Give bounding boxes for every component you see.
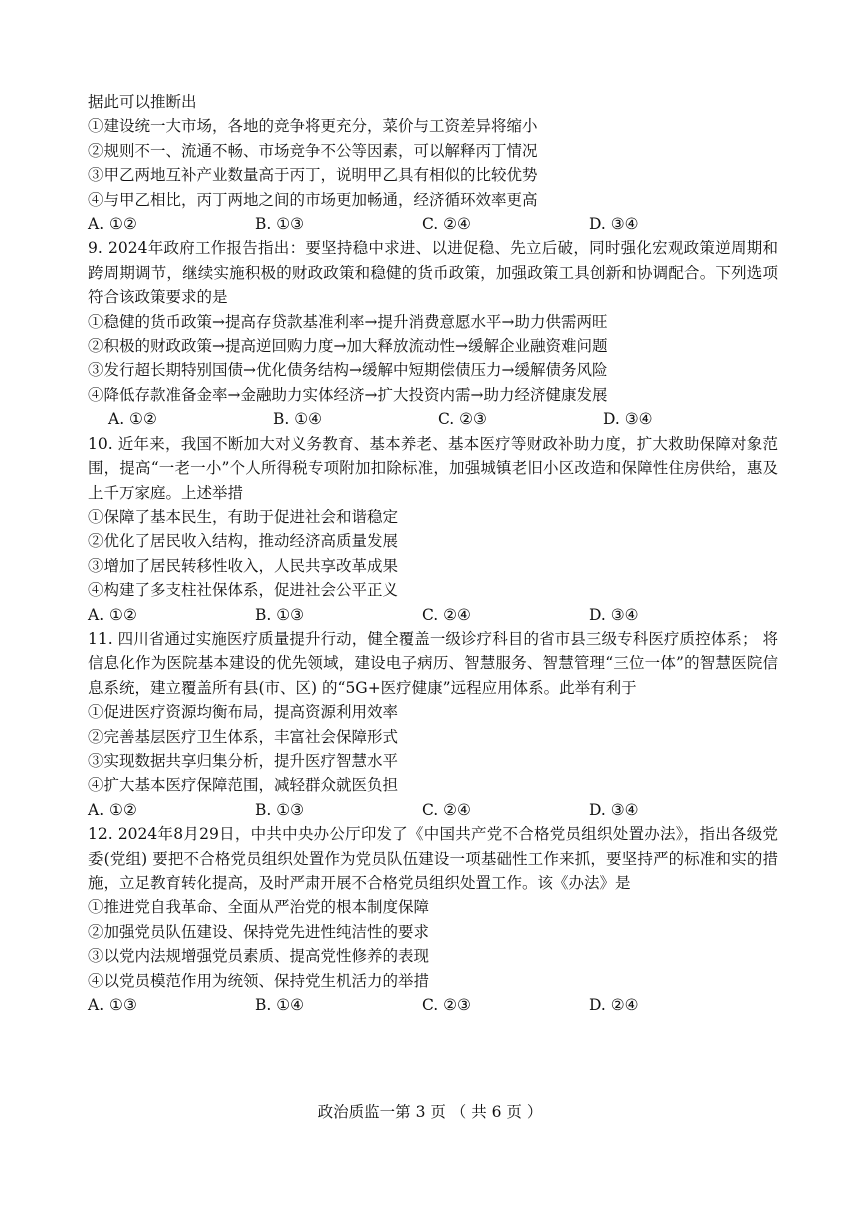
statement-4: ④降低存款准备金率→金融助力实体经济→扩大投资内需→助力经济健康发展 bbox=[88, 385, 608, 404]
option-a: A. ①② bbox=[88, 215, 137, 234]
statement-1: ①推进党自我革命、全面从严治党的根本制度保障 bbox=[88, 898, 430, 917]
option-a: A. ①② bbox=[108, 410, 157, 429]
statement-3: ③实现数据共享归集分析，提升医疗智慧水平 bbox=[88, 751, 399, 770]
statement-1: ①稳健的货币政策→提高存贷款基准利率→提升消费意愿水平→助力供需两旺 bbox=[88, 312, 608, 331]
page-footer: 政治质监一第 3 页 （ 共 6 页 ） bbox=[317, 1103, 543, 1121]
statement-4: ④扩大基本医疗保障范围，减轻群众就医负担 bbox=[88, 776, 399, 795]
question-9 bbox=[88, 236, 778, 431]
answer-options bbox=[88, 798, 778, 822]
option-a: A. ①② bbox=[88, 800, 137, 819]
statement-3: ③发行超长期特别国债→优化债务结构→缓解中短期偿债压力→缓解债务风险 bbox=[88, 361, 608, 380]
statement-4: ④与甲乙相比，丙丁两地之间的市场更加畅通，经济循环效率更高 bbox=[88, 190, 538, 209]
statement-3: ③增加了居民转移性收入，人民共享改革成果 bbox=[88, 556, 399, 575]
statement-1: ①建设统一大市场，各地的竞争将更充分，菜价与工资差异将缩小 bbox=[88, 117, 538, 136]
option-d: D. ③④ bbox=[589, 800, 639, 819]
option-d: D. ③④ bbox=[589, 215, 639, 234]
question-lead: 据此可以推断出 bbox=[88, 93, 197, 111]
answer-options bbox=[88, 993, 778, 1017]
question-10 bbox=[88, 432, 778, 627]
question-8 bbox=[88, 90, 778, 236]
answer-options bbox=[88, 212, 778, 236]
statement-2: ②规则不一、流通不畅、市场竞争不公等因素，可以解释丙丁情况 bbox=[88, 141, 538, 160]
option-b: B. ①④ bbox=[273, 410, 323, 429]
question-11 bbox=[88, 627, 778, 822]
question-12 bbox=[88, 822, 778, 1017]
question-stem: 10. 近年来，我国不断加大对义务教育、基本养老、基本医疗等财政补助力度，扩大救助保障对象范围，提高“一老一小”个人所得税专项附加扣除标准，加强城镇老旧小区改造和保障性住房供给，惠及上千万家庭。上述举措 bbox=[88, 434, 778, 502]
option-d: D. ③④ bbox=[603, 410, 653, 429]
question-stem: 9. 2024年政府工作报告指出：要坚持稳中求进、以进促稳、先立后破，同时强化宏观政策逆周期和跨周期调节，继续实施积极的财政政策和稳健的货币政策，加强政策工具创新和协调配合。下列选项符合该政策要求的是 bbox=[88, 239, 778, 307]
question-stem: 12. 2024年8月29日，中共中央办公厅印发了《中国共产党不合格党员组织处置办法》，指出各级党委(党组) 要把不合格党员组织处置作为党员队伍建设一项基础性工作来抓，要坚持严的标准和实的措施，立足教育转化提高，及时严肃开展不合格党员组织处置工作。该《办法》是 bbox=[88, 825, 778, 892]
option-c: C. ②③ bbox=[422, 996, 471, 1015]
statement-1: ①促进医疗资源均衡布局，提高资源利用效率 bbox=[88, 703, 399, 722]
statement-2: ②加强党员队伍建设、保持党先进性纯洁性的要求 bbox=[88, 922, 430, 941]
option-a: A. ①③ bbox=[88, 996, 137, 1015]
option-c: C. ②④ bbox=[422, 800, 471, 819]
statement-3: ③甲乙两地互补产业数量高于丙丁，说明甲乙具有相似的比较优势 bbox=[88, 166, 538, 185]
option-c: C. ②④ bbox=[422, 215, 471, 234]
option-b: B. ①④ bbox=[255, 996, 305, 1015]
statement-4: ④以党员模范作用为统领、保持党生机活力的举措 bbox=[88, 971, 430, 990]
option-c: C. ②④ bbox=[422, 605, 471, 624]
statement-1: ①保障了基本民生，有助于促进社会和谐稳定 bbox=[88, 507, 399, 526]
statement-4: ④构建了多支柱社保体系，促进社会公平正义 bbox=[88, 581, 399, 600]
answer-options bbox=[88, 407, 778, 431]
question-stem: 11. 四川省通过实施医疗质量提升行动，健全覆盖一级诊疗科目的省市县三级专科医疗质控体系； 将信息化作为医院基本建设的优先领域，建设电子病历、智慧服务、智慧管理“三位一体”的智慧医院信息系统，建立覆盖所有县(市、区) 的“5G+医疗健康”远程应用体系。此举有利于 bbox=[88, 629, 778, 697]
option-b: B. ①③ bbox=[255, 605, 305, 624]
statement-2: ②优化了居民收入结构，推动经济高质量发展 bbox=[88, 532, 399, 551]
option-c: C. ②③ bbox=[438, 410, 487, 429]
answer-options bbox=[88, 603, 778, 627]
exam-page bbox=[88, 90, 778, 1017]
option-d: D. ②④ bbox=[589, 996, 639, 1015]
option-b: B. ①③ bbox=[255, 215, 305, 234]
option-b: B. ①③ bbox=[255, 800, 305, 819]
statement-2: ②积极的财政政策→提高逆回购力度→加大释放流动性→缓解企业融资难问题 bbox=[88, 337, 608, 356]
option-d: D. ③④ bbox=[589, 605, 639, 624]
option-a: A. ①② bbox=[88, 605, 137, 624]
statement-2: ②完善基层医疗卫生体系，丰富社会保障形式 bbox=[88, 727, 399, 746]
statement-3: ③以党内法规增强党员素质、提高党性修养的表现 bbox=[88, 947, 430, 966]
